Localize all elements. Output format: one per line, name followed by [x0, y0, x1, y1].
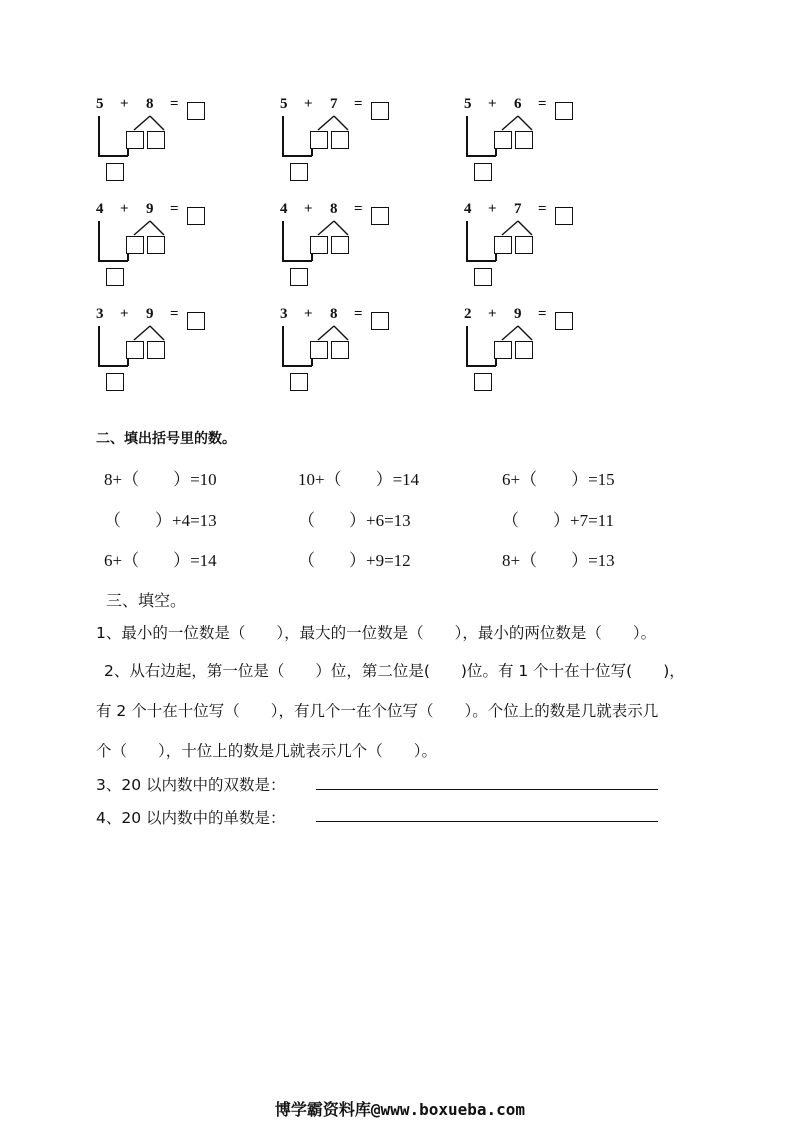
ten-box[interactable]: [290, 268, 308, 286]
sum-box[interactable]: [555, 312, 573, 330]
fill-item: 6+（ ）=15: [502, 470, 615, 489]
addend-a: 3: [280, 306, 288, 322]
fill-item: 8+（ ）=13: [502, 551, 615, 570]
sum-box[interactable]: [371, 102, 389, 120]
split-box-left[interactable]: [310, 341, 328, 359]
addend-a: 4: [280, 201, 288, 217]
sum-box[interactable]: [371, 312, 389, 330]
sum-box[interactable]: [371, 207, 389, 225]
split-box-right[interactable]: [515, 236, 533, 254]
split-box-right[interactable]: [147, 236, 165, 254]
question-4: 4、20 以内数中的单数是：: [96, 809, 286, 827]
equals-sign: =: [170, 201, 179, 217]
split-box-left[interactable]: [126, 236, 144, 254]
bracket-line: [466, 155, 496, 157]
split-box-left[interactable]: [126, 341, 144, 359]
ten-box[interactable]: [290, 163, 308, 181]
bracket-line: [98, 221, 100, 261]
plus-sign: +: [120, 201, 129, 217]
split-box-left[interactable]: [494, 131, 512, 149]
equals-sign: =: [354, 96, 363, 112]
make-ten-problem: [96, 96, 216, 192]
plus-sign: +: [488, 306, 497, 322]
bracket-line: [98, 155, 128, 157]
fill-item: （ ）+7=11: [502, 511, 615, 530]
bracket-line: [282, 155, 312, 157]
bracket-line: [466, 365, 496, 367]
bracket-line: [98, 116, 100, 156]
make-ten-problem: [96, 306, 216, 402]
make-ten-problem: [96, 201, 216, 297]
bracket-line: [466, 260, 496, 262]
split-box-right[interactable]: [515, 131, 533, 149]
addend-a: 4: [464, 201, 472, 217]
bracket-line: [282, 116, 284, 156]
bracket-line: [282, 260, 312, 262]
equals-sign: =: [538, 201, 547, 217]
bracket-line: [466, 221, 468, 261]
addend-b: 8: [330, 201, 338, 217]
split-box-right[interactable]: [331, 341, 349, 359]
plus-sign: +: [120, 306, 129, 322]
fill-item: 6+（ ）=14: [104, 551, 217, 570]
make-ten-problem: [280, 96, 400, 192]
addend-a: 5: [96, 96, 104, 112]
addend-b: 6: [514, 96, 522, 112]
split-box-left[interactable]: [126, 131, 144, 149]
make-ten-problem: [280, 201, 400, 297]
bracket-line: [466, 326, 468, 366]
addend-a: 5: [280, 96, 288, 112]
fill-item: 8+（ ）=10: [104, 470, 217, 489]
split-box-right[interactable]: [147, 131, 165, 149]
plus-sign: +: [304, 96, 313, 112]
sum-box[interactable]: [187, 207, 205, 225]
split-box-left[interactable]: [310, 236, 328, 254]
answer-line: [316, 821, 658, 822]
fill-item: （ ）+9=12: [298, 551, 411, 570]
plus-sign: +: [488, 201, 497, 217]
equals-sign: =: [538, 96, 547, 112]
fill-item: （ ）+6=13: [298, 511, 411, 530]
addend-b: 7: [330, 96, 338, 112]
ten-box[interactable]: [106, 268, 124, 286]
bracket-line: [98, 326, 100, 366]
split-box-left[interactable]: [494, 341, 512, 359]
addend-a: 5: [464, 96, 472, 112]
addend-b: 9: [146, 201, 154, 217]
question-3: 3、20 以内数中的双数是：: [96, 776, 286, 794]
make-ten-problem: [280, 306, 400, 402]
question-2-line3: 个（ ），十位上的数是几就表示几个（ ）。: [96, 742, 438, 760]
equals-sign: =: [170, 306, 179, 322]
sum-box[interactable]: [555, 102, 573, 120]
ten-box[interactable]: [106, 373, 124, 391]
equals-sign: =: [538, 306, 547, 322]
answer-line: [316, 789, 658, 790]
ten-box[interactable]: [474, 268, 492, 286]
fill-item: （ ）+4=13: [104, 511, 217, 530]
addend-a: 4: [96, 201, 104, 217]
sum-box[interactable]: [187, 102, 205, 120]
split-box-left[interactable]: [494, 236, 512, 254]
equals-sign: =: [354, 306, 363, 322]
split-box-right[interactable]: [331, 236, 349, 254]
split-box-left[interactable]: [310, 131, 328, 149]
question-1: 1、最小的一位数是（ ），最大的一位数是（ ），最小的两位数是（ ）。: [96, 624, 657, 642]
addend-a: 3: [96, 306, 104, 322]
plus-sign: +: [488, 96, 497, 112]
addend-b: 9: [514, 306, 522, 322]
split-box-right[interactable]: [515, 341, 533, 359]
make-ten-problem: [464, 201, 584, 297]
equals-sign: =: [170, 96, 179, 112]
ten-box[interactable]: [474, 163, 492, 181]
question-2-line1: 2、从右边起，第一位是（ ）位，第二位是( )位。有 1 个十在十位写( )，: [104, 662, 685, 680]
addend-b: 7: [514, 201, 522, 217]
plus-sign: +: [304, 306, 313, 322]
addend-a: 2: [464, 306, 472, 322]
bracket-line: [282, 326, 284, 366]
split-box-right[interactable]: [147, 341, 165, 359]
plus-sign: +: [120, 96, 129, 112]
ten-box[interactable]: [106, 163, 124, 181]
question-2-line2: 有 2 个十在十位写（ ），有几个一在个位写（ ）。个位上的数是几就表示几: [96, 702, 659, 720]
bracket-line: [466, 116, 468, 156]
section3-title: 三、填空。: [106, 591, 187, 610]
bracket-line: [98, 260, 128, 262]
fill-item: 10+（ ）=14: [298, 470, 420, 489]
ten-box[interactable]: [290, 373, 308, 391]
sum-box[interactable]: [555, 207, 573, 225]
bracket-line: [282, 365, 312, 367]
make-ten-problem: [464, 96, 584, 192]
addend-b: 8: [330, 306, 338, 322]
split-box-right[interactable]: [331, 131, 349, 149]
footer-watermark: 博学霸资料库@www.boxueba.com: [274, 1100, 526, 1119]
addend-b: 9: [146, 306, 154, 322]
bracket-line: [282, 221, 284, 261]
make-ten-problem: [464, 306, 584, 402]
plus-sign: +: [304, 201, 313, 217]
section2-title: 二、填出括号里的数。: [96, 431, 236, 447]
ten-box[interactable]: [474, 373, 492, 391]
sum-box[interactable]: [187, 312, 205, 330]
bracket-line: [98, 365, 128, 367]
equals-sign: =: [354, 201, 363, 217]
addend-b: 8: [146, 96, 154, 112]
